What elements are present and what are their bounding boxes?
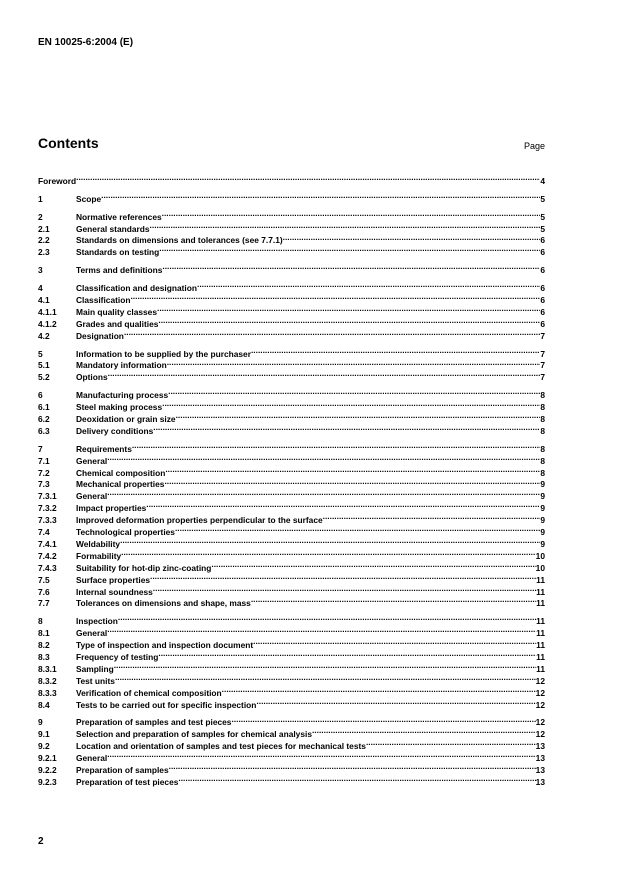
- toc-entry-title: Foreword: [38, 175, 77, 186]
- toc-entry-title: Options: [76, 372, 108, 383]
- toc-entry-title: Mandatory information: [76, 360, 167, 371]
- toc-entry-title: Manufacturing process: [76, 390, 169, 401]
- toc-entry-number: 7.4.2: [38, 550, 57, 561]
- toc-entry-title: General: [76, 491, 108, 502]
- toc-entry-number: 7.1: [38, 455, 50, 466]
- toc-entry-page: 10: [535, 550, 545, 561]
- toc-dot-leader: [159, 243, 540, 255]
- toc-entry-number: 8.3.2: [38, 675, 57, 686]
- toc-entry-title: Chemical composition: [76, 467, 166, 478]
- toc-entry-number: 8: [38, 616, 43, 627]
- toc-entry-page: 6: [540, 295, 545, 306]
- toc-entry[interactable]: [38, 190, 545, 202]
- toc-dot-leader: [157, 303, 540, 315]
- toc-dot-leader: [176, 410, 541, 422]
- toc-entry-title: Tests to be carried out for specific inspection: [76, 699, 257, 710]
- toc-entry-number: 7.7: [38, 598, 50, 609]
- toc-entry-title: Formability: [76, 550, 122, 561]
- toc-entry-page: 11: [536, 663, 545, 674]
- toc-entry-title: Standards on testing: [76, 247, 160, 258]
- toc-dot-leader: [150, 571, 536, 583]
- toc-entry-page: 12: [535, 687, 545, 698]
- toc-entry-number: 2.1: [38, 223, 50, 234]
- toc-entry-title: Sampling: [76, 663, 114, 674]
- toc-entry-title: Scope: [76, 193, 102, 204]
- toc-dot-leader: [107, 624, 536, 636]
- toc-entry-number: 9.2.1: [38, 753, 57, 764]
- toc-entry-title: Requirements: [76, 443, 132, 454]
- toc-entry-page: 12: [535, 729, 545, 740]
- toc-entry-page: 13: [535, 764, 545, 775]
- toc-entry[interactable]: [38, 261, 545, 276]
- table-of-contents: [38, 172, 545, 785]
- toc-entry-page: 6: [540, 265, 545, 276]
- toc-dot-leader: [253, 636, 536, 648]
- toc-dot-leader: [153, 422, 540, 434]
- toc-entry-number: 6.1: [38, 402, 50, 413]
- toc-entry-page: 11: [536, 616, 545, 627]
- toc-entry-page: 11: [536, 640, 545, 651]
- toc-entry[interactable]: [38, 499, 545, 514]
- toc-entry-title: Internal soundness: [76, 586, 153, 597]
- toc-entry-number: 9.2.3: [38, 776, 57, 787]
- toc-entry-number: 7.4.1: [38, 538, 57, 549]
- toc-entry-page: 8: [540, 443, 545, 454]
- toc-entry-page: 12: [535, 717, 545, 728]
- toc-entry[interactable]: [38, 487, 545, 502]
- toc-dot-leader: [175, 523, 540, 535]
- toc-entry-number: 2: [38, 211, 43, 222]
- page-column-label: Page: [523, 141, 545, 151]
- toc-entry-title: Designation: [76, 330, 124, 341]
- toc-entry-number: 7.3.1: [38, 491, 57, 502]
- toc-entry-number: 6.3: [38, 425, 50, 436]
- toc-entry-title: Improved deformation properties perpendicular to the surface: [76, 515, 323, 526]
- toc-entry-page: 11: [536, 598, 545, 609]
- toc-entry-title: Surface properties: [76, 574, 151, 585]
- toc-entry[interactable]: [38, 208, 545, 220]
- toc-entry-page: 8: [540, 467, 545, 478]
- toc-entry[interactable]: [38, 345, 545, 357]
- toc-dot-leader: [107, 749, 535, 761]
- toc-entry-number: 2.3: [38, 247, 50, 258]
- toc-entry-page: 6: [540, 235, 545, 246]
- toc-dot-leader: [107, 487, 540, 499]
- toc-entry-number: 8.3.1: [38, 663, 57, 674]
- toc-entry-number: 7.3: [38, 479, 50, 490]
- toc-entry-page: 8: [540, 390, 545, 401]
- toc-dot-leader: [158, 648, 536, 660]
- toc-entry-number: 6: [38, 390, 43, 401]
- toc-entry[interactable]: [38, 636, 545, 651]
- toc-entry-number: 6.2: [38, 414, 50, 425]
- toc-entry[interactable]: [38, 714, 545, 726]
- toc-entry-number: 4: [38, 283, 43, 294]
- toc-entry-page: 9: [540, 503, 545, 514]
- toc-dot-leader: [251, 345, 540, 357]
- toc-dot-leader: [118, 612, 536, 624]
- toc-entry-title: Test units: [76, 675, 115, 686]
- toc-entry-title: Mechanical properties: [76, 479, 165, 490]
- toc-entry-page: 13: [535, 741, 545, 752]
- toc-dot-leader: [132, 440, 540, 452]
- toc-entry-page: 6: [540, 306, 545, 317]
- page-title: Contents: [38, 135, 99, 151]
- toc-dot-leader: [167, 357, 541, 369]
- toc-entry-title: Terms and definitions: [76, 265, 163, 276]
- page-number: 2: [38, 836, 44, 847]
- toc-entry-page: 11: [536, 628, 545, 639]
- toc-dot-leader: [222, 684, 536, 696]
- toc-entry-number: 7.3.2: [38, 503, 57, 514]
- toc-entry-title: Type of inspection and inspection document: [76, 640, 254, 651]
- toc-entry[interactable]: [38, 452, 545, 464]
- toc-entry-title: Preparation of samples and test pieces: [76, 717, 232, 728]
- toc-dot-leader: [115, 672, 536, 684]
- toc-entry[interactable]: [38, 761, 545, 773]
- toc-entry-page: 9: [540, 515, 545, 526]
- toc-entry-title: Frequency of testing: [76, 651, 159, 662]
- toc-entry-title: Preparation of test pieces: [76, 776, 179, 787]
- toc-entry-number: 9.2: [38, 741, 50, 752]
- toc-entry-title: Steel making process: [76, 402, 163, 413]
- toc-entry-title: General: [76, 455, 108, 466]
- toc-entry-page: 9: [540, 527, 545, 538]
- toc-entry[interactable]: [38, 672, 545, 684]
- toc-dot-leader: [312, 725, 536, 737]
- toc-dot-leader: [169, 761, 536, 773]
- toc-entry-number: 4.1: [38, 295, 50, 306]
- toc-entry[interactable]: [38, 172, 545, 184]
- toc-dot-leader: [168, 386, 540, 398]
- toc-dot-leader: [121, 547, 536, 559]
- toc-entry-title: Selection and preparation of samples for chemical analysis: [76, 729, 312, 740]
- toc-dot-leader: [107, 452, 540, 464]
- toc-dot-leader: [197, 279, 540, 291]
- toc-dot-leader: [323, 511, 541, 523]
- toc-dot-leader: [120, 535, 540, 547]
- toc-entry-title: Preparation of samples: [76, 764, 169, 775]
- toc-entry-number: 4.2: [38, 330, 50, 341]
- toc-entry-title: Tolerances on dimensions and shape, mass: [76, 598, 251, 609]
- toc-entry-page: 9: [540, 491, 545, 502]
- toc-entry-title: Normative references: [76, 211, 162, 222]
- toc-entry-page: 9: [540, 479, 545, 490]
- toc-entry[interactable]: [38, 749, 545, 764]
- toc-entry-number: 4.1.2: [38, 318, 57, 329]
- toc-entry-number: 1: [38, 193, 43, 204]
- toc-entry-number: 8.1: [38, 628, 50, 639]
- toc-entry-title: Location and orientation of samples and test pieces for mechanical tests: [76, 741, 366, 752]
- toc-entry-number: 9.2.2: [38, 764, 57, 775]
- toc-entry-title: Classification and designation: [76, 283, 197, 294]
- toc-entry-number: 5: [38, 348, 43, 359]
- toc-entry-page: 8: [540, 414, 545, 425]
- toc-entry-page: 5: [540, 223, 545, 234]
- toc-dot-leader: [366, 737, 536, 749]
- toc-dot-leader: [256, 696, 535, 708]
- toc-entry-title: Grades and qualities: [76, 318, 159, 329]
- toc-entry-title: General: [76, 753, 108, 764]
- toc-entry-page: 4: [540, 175, 545, 186]
- toc-entry-title: Impact properties: [76, 503, 147, 514]
- toc-entry[interactable]: [38, 612, 545, 627]
- toc-entry[interactable]: [38, 660, 545, 672]
- toc-entry-title: Classification: [76, 295, 131, 306]
- toc-entry-number: 8.4: [38, 699, 50, 710]
- toc-dot-leader: [162, 398, 540, 410]
- toc-entry-number: 8.3.3: [38, 687, 57, 698]
- toc-entry-number: 7.3.3: [38, 515, 57, 526]
- toc-dot-leader: [162, 261, 540, 273]
- toc-entry[interactable]: [38, 440, 545, 452]
- toc-entry-number: 2.2: [38, 235, 50, 246]
- toc-entry-page: 8: [540, 425, 545, 436]
- toc-dot-leader: [211, 559, 535, 571]
- toc-entry-title: Verification of chemical composition: [76, 687, 222, 698]
- toc-entry[interactable]: [38, 279, 545, 294]
- toc-entry-page: 8: [540, 402, 545, 413]
- toc-entry[interactable]: [38, 624, 545, 639]
- toc-entry-page: 7: [540, 360, 545, 371]
- toc-entry-number: 8.2: [38, 640, 50, 651]
- toc-entry-number: 7.4.3: [38, 562, 57, 573]
- toc-entry-page: 11: [536, 574, 545, 585]
- toc-entry-number: 7.5: [38, 574, 50, 585]
- toc-entry-number: 4.1.1: [38, 306, 57, 317]
- toc-entry-page: 10: [535, 562, 545, 573]
- toc-entry-page: 12: [535, 699, 545, 710]
- toc-entry-page: 9: [540, 538, 545, 549]
- toc-entry[interactable]: [38, 368, 545, 383]
- toc-dot-leader: [162, 208, 541, 220]
- toc-entry-page: 6: [540, 247, 545, 258]
- toc-entry-number: 5.1: [38, 360, 50, 371]
- toc-entry-number: 7.2: [38, 467, 50, 478]
- toc-entry-title: Inspection: [76, 616, 118, 627]
- toc-entry-page: 5: [540, 211, 545, 222]
- toc-entry-page: 7: [540, 348, 545, 359]
- toc-entry-number: 3: [38, 265, 43, 276]
- document-header: EN 10025-6:2004 (E): [38, 37, 134, 48]
- toc-dot-leader: [158, 315, 540, 327]
- toc-dot-leader: [101, 190, 540, 202]
- toc-dot-leader: [146, 499, 540, 511]
- toc-dot-leader: [124, 327, 540, 339]
- toc-entry-number: 9: [38, 717, 43, 728]
- toc-entry-page: 13: [535, 753, 545, 764]
- toc-entry-number: 7: [38, 443, 43, 454]
- toc-entry-number: 8.3: [38, 651, 50, 662]
- toc-dot-leader: [231, 714, 535, 726]
- toc-entry-title: Deoxidation or grain size: [76, 414, 176, 425]
- toc-entry-page: 7: [540, 330, 545, 341]
- toc-dot-leader: [153, 583, 536, 595]
- toc-entry-title: Information to be supplied by the purchaser: [76, 348, 251, 359]
- toc-dot-leader: [114, 660, 536, 672]
- toc-dot-leader: [283, 232, 541, 244]
- toc-entry-number: 7.4: [38, 527, 50, 538]
- toc-entry-page: 6: [540, 283, 545, 294]
- toc-entry-number: 7.6: [38, 586, 50, 597]
- toc-dot-leader: [251, 595, 536, 607]
- toc-dot-leader: [178, 773, 535, 785]
- toc-dot-leader: [150, 220, 541, 232]
- toc-entry-page: 6: [540, 318, 545, 329]
- toc-dot-leader: [164, 476, 540, 488]
- toc-dot-leader: [76, 172, 540, 184]
- toc-dot-leader: [108, 368, 541, 380]
- toc-entry-title: General: [76, 628, 108, 639]
- toc-entry-title: Weldability: [76, 538, 121, 549]
- toc-entry-page: 13: [535, 776, 545, 787]
- toc-entry-page: 11: [536, 651, 545, 662]
- toc-entry-title: General standards: [76, 223, 150, 234]
- toc-entry-page: 11: [536, 586, 545, 597]
- toc-entry-page: 12: [535, 675, 545, 686]
- toc-entry-title: Technological properties: [76, 527, 175, 538]
- toc-entry[interactable]: [38, 464, 545, 476]
- toc-dot-leader: [130, 291, 540, 303]
- toc-entry-title: Standards on dimensions and tolerances (see 7.7.1): [76, 235, 283, 246]
- toc-entry-page: 8: [540, 455, 545, 466]
- toc-entry-title: Delivery conditions: [76, 425, 154, 436]
- toc-entry-page: 7: [540, 372, 545, 383]
- toc-entry-title: Main quality classes: [76, 306, 157, 317]
- toc-entry-title: Suitability for hot-dip zinc-coating: [76, 562, 212, 573]
- toc-entry-number: 5.2: [38, 372, 50, 383]
- toc-entry-page: 5: [540, 193, 545, 204]
- toc-entry-number: 9.1: [38, 729, 50, 740]
- toc-dot-leader: [165, 464, 540, 476]
- toc-entry[interactable]: [38, 386, 545, 401]
